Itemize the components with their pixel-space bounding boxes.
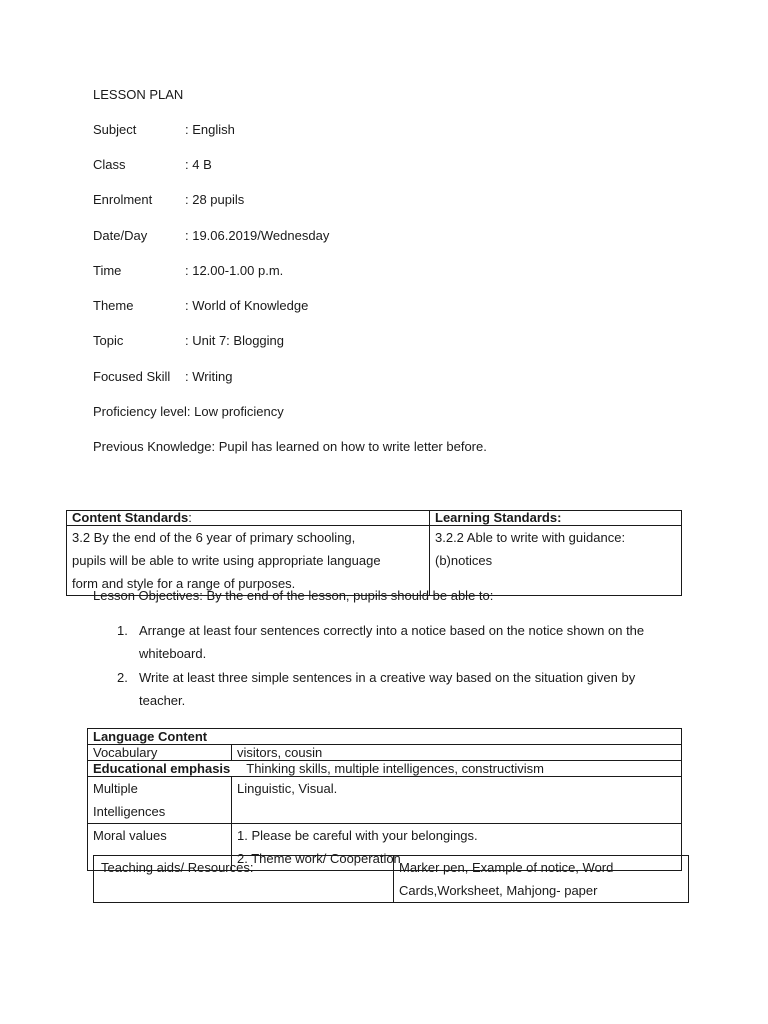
field-label-class: Class [93,157,126,172]
learning-standard-line: 3.2.2 Able to write with guidance: [435,530,626,545]
table-row [88,745,682,761]
field-label-subject: Subject [93,122,137,137]
learning-standards-cell [430,526,682,596]
learning-standards-header: Learning Standards: [430,511,682,526]
field-label-theme: Theme [93,298,134,313]
objective-number: 2. [117,670,128,685]
field-label-enrolment: Enrolment [93,192,153,207]
table-row [94,856,689,903]
language-content-header: Language Content [88,729,682,745]
multiple-intelligences-label: Multiple Intelligences [88,777,232,824]
educational-emphasis-value: Thinking skills, multiple intelligences, constructivism [246,761,544,776]
field-value-skill: : Writing [185,369,233,384]
language-content-table [87,728,682,871]
table-row [88,729,682,745]
field-label-topic: Topic [93,333,124,348]
objective-number: 1. [117,623,128,638]
field-value-topic: : Unit 7: Blogging [185,333,285,348]
multiple-intelligences-value: Linguistic, Visual. [232,777,682,824]
moral-value-line: 2. Theme work/ Cooperation [237,851,401,866]
teaching-aids-value: Marker pen, Example of notice, Word Cards,Worksheet, Mahjong- paper [394,856,689,903]
moral-value-line: 1. Please be careful with your belongings. [237,828,478,843]
objective-text: Arrange at least four sentences correctly into a notice based on the notice shown on the whiteboard. [139,623,645,661]
content-standards-header: Content Standards: [67,511,430,526]
teaching-aids-table [93,855,689,903]
field-value-subject: : English [185,122,235,137]
educational-emphasis-cell [88,761,682,777]
content-standard-line: form and style for a range of purposes. [72,576,296,591]
learning-standard-line: (b)notices [435,553,493,568]
page-title: LESSON PLAN [93,87,184,102]
table-row [67,526,682,596]
field-value-time: : 12.00-1.00 p.m. [185,263,284,278]
field-value-date: : 19.06.2019/Wednesday [185,228,330,243]
vocabulary-label: Vocabulary [88,745,232,761]
content-standards-cell [67,526,430,596]
objectives-intro: Lesson Objectives: By the end of the lesson, pupils should be able to: [93,588,494,603]
moral-values-label: Moral values [88,824,232,871]
vocabulary-value: visitors, cousin [232,745,682,761]
content-standard-line: pupils will be able to write using appropriate language [72,553,381,568]
content-standard-line: 3.2 By the end of the 6 year of primary schooling, [72,530,356,545]
table-row [67,511,682,526]
proficiency-level: Proficiency level: Low proficiency [93,404,284,419]
field-value-enrolment: : 28 pupils [185,192,245,207]
objective-text: Write at least three simple sentences in a creative way based on the situation given by teacher. [139,670,636,708]
standards-table [66,510,682,596]
field-value-class: : 4 B [185,157,212,172]
field-label-time: Time [93,263,122,278]
teaching-aids-label: Teaching aids/ Resources: [94,856,394,903]
field-label-date: Date/Day [93,228,148,243]
table-row [88,761,682,777]
field-label-skill: Focused Skill [93,369,171,384]
table-row [88,777,682,824]
educational-emphasis-label: Educational emphasis [93,761,231,776]
field-value-theme: : World of Knowledge [185,298,309,313]
previous-knowledge: Previous Knowledge: Pupil has learned on how to write letter before. [93,439,487,454]
